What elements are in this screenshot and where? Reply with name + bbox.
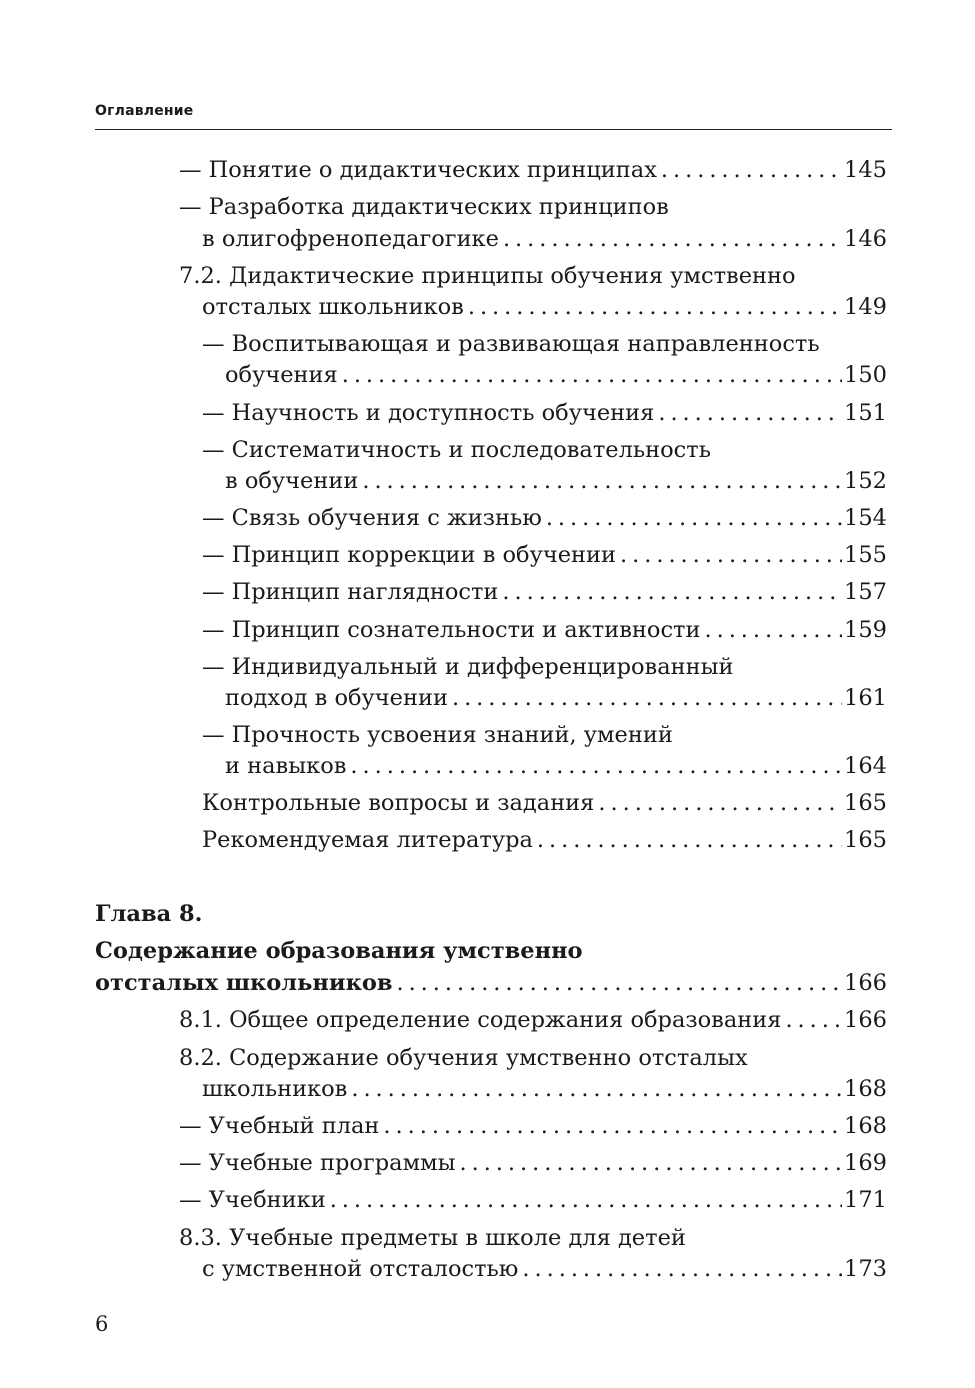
toc-entry[interactable]: — Понятие о дидактических принципах . . . 145: [179, 154, 887, 186]
toc-entry[interactable]: — Принцип коррекции в обучении . . . 155: [202, 539, 887, 571]
toc-entry[interactable]: обучения . . . 150: [225, 359, 887, 391]
toc-entry[interactable]: в обучении . . . 152: [225, 465, 887, 497]
page-number: 6: [95, 1312, 109, 1336]
running-header: [95, 103, 892, 130]
toc-entry-line1: — Систематичность и последовательность: [202, 437, 711, 463]
toc-entry[interactable]: — Принцип наглядности . . . 157: [202, 576, 887, 608]
toc-entry[interactable]: — Связь обучения с жизнью . . . 154: [202, 502, 887, 534]
toc-entry[interactable]: в олигофренопедагогике . . . 146: [202, 223, 887, 255]
chapter-title-line1: Содержание образования умственно: [95, 938, 583, 964]
toc-entry[interactable]: подход в обучении . . . 161: [225, 682, 887, 714]
toc-entry[interactable]: — Научность и доступность обучения . . . 151: [202, 397, 887, 429]
chapter-label: Глава 8.: [95, 901, 203, 927]
toc-entry-line1: — Воспитывающая и развивающая направленность: [202, 331, 820, 357]
toc-entry-line1: — Прочность усвоения знаний, умений: [202, 722, 673, 748]
toc-entry[interactable]: отсталых школьников . . . 149: [202, 291, 887, 323]
toc-entry[interactable]: — Учебники . . . 171: [179, 1184, 887, 1216]
chapter-title-entry[interactable]: отсталых школьников . . . 166: [95, 967, 887, 999]
toc-entry[interactable]: — Учебные программы . . . 169: [179, 1147, 887, 1179]
header-title: Оглавление: [95, 103, 194, 119]
toc-entry-line1: 7.2. Дидактические принципы обучения умственно: [179, 263, 796, 289]
toc-entry[interactable]: — Принцип сознательности и активности . . . 159: [202, 614, 887, 646]
toc-entry[interactable]: Рекомендуемая литература . . . 165: [202, 824, 887, 856]
toc-entry-line1: — Индивидуальный и дифференцированный: [202, 654, 734, 680]
toc-entry-line1: 8.2. Содержание обучения умственно отсталых: [179, 1045, 748, 1071]
toc-entry-line1: 8.3. Учебные предметы в школе для детей: [179, 1225, 686, 1251]
toc-entry[interactable]: — Учебный план . . . 168: [179, 1110, 887, 1142]
toc-entry-line1: — Разработка дидактических принципов: [179, 194, 669, 220]
toc-entry[interactable]: школьников . . . 168: [202, 1073, 887, 1105]
toc-entry[interactable]: и навыков . . . 164: [225, 750, 887, 782]
toc-entry[interactable]: 8.1. Общее определение содержания образования . . . 166: [179, 1004, 887, 1036]
toc-entry[interactable]: с умственной отсталостью . . . 173: [202, 1253, 887, 1285]
toc-entry[interactable]: Контрольные вопросы и задания . . . 165: [202, 787, 887, 819]
